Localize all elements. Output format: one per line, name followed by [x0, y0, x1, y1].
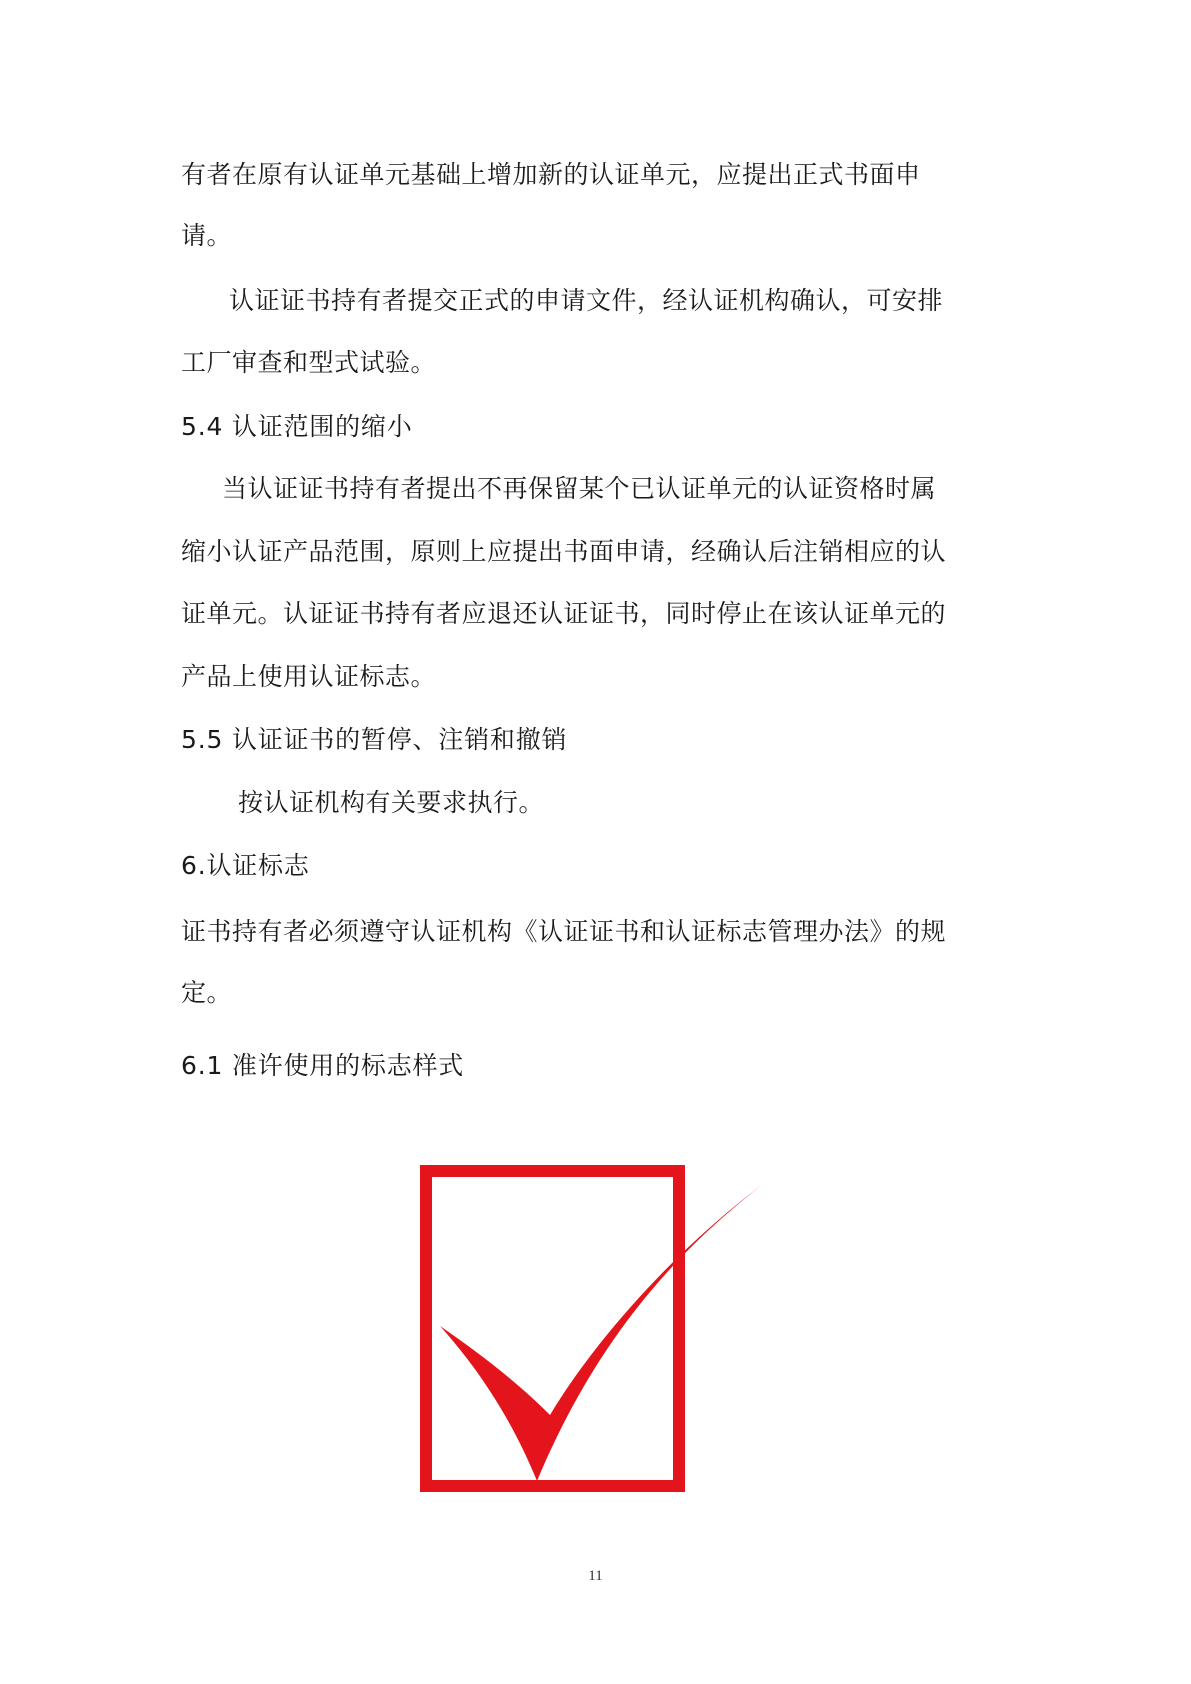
paragraph-line: 产品上使用认证标志。	[181, 662, 437, 691]
certification-checkmark-logo	[420, 1165, 780, 1499]
paragraph-line: 认证证书持有者提交正式的申请文件，经认证机构确认，可安排	[229, 286, 944, 315]
section-heading-6-1: 6.1 准许使用的标志样式	[181, 1051, 465, 1080]
paragraph-line: 有者在原有认证单元基础上增加新的认证单元，应提出正式书面申	[181, 160, 921, 189]
paragraph-line: 定。	[181, 978, 233, 1007]
paragraph-line: 证书持有者必须遵守认证机构《认证证书和认证标志管理办法》的规	[181, 917, 947, 946]
paragraph-line: 按认证机构有关要求执行。	[238, 788, 545, 817]
section-heading-6: 6.认证标志	[181, 851, 310, 880]
logo-checkmark	[440, 1184, 763, 1481]
paragraph-line: 工厂审查和型式试验。	[181, 348, 437, 377]
section-heading-5-5: 5.5 认证证书的暂停、注销和撤销	[181, 725, 568, 754]
paragraph-line: 当认证证书持有者提出不再保留某个已认证单元的认证资格时属	[222, 474, 937, 503]
paragraph-line: 证单元。认证证书持有者应退还认证证书，同时停止在该认证单元的	[181, 599, 947, 628]
section-heading-5-4: 5.4 认证范围的缩小	[181, 412, 413, 441]
page-number: 11	[588, 1568, 603, 1584]
paragraph-line: 请。	[181, 221, 233, 250]
paragraph-line: 缩小认证产品范围，原则上应提出书面申请，经确认后注销相应的认	[181, 537, 947, 566]
